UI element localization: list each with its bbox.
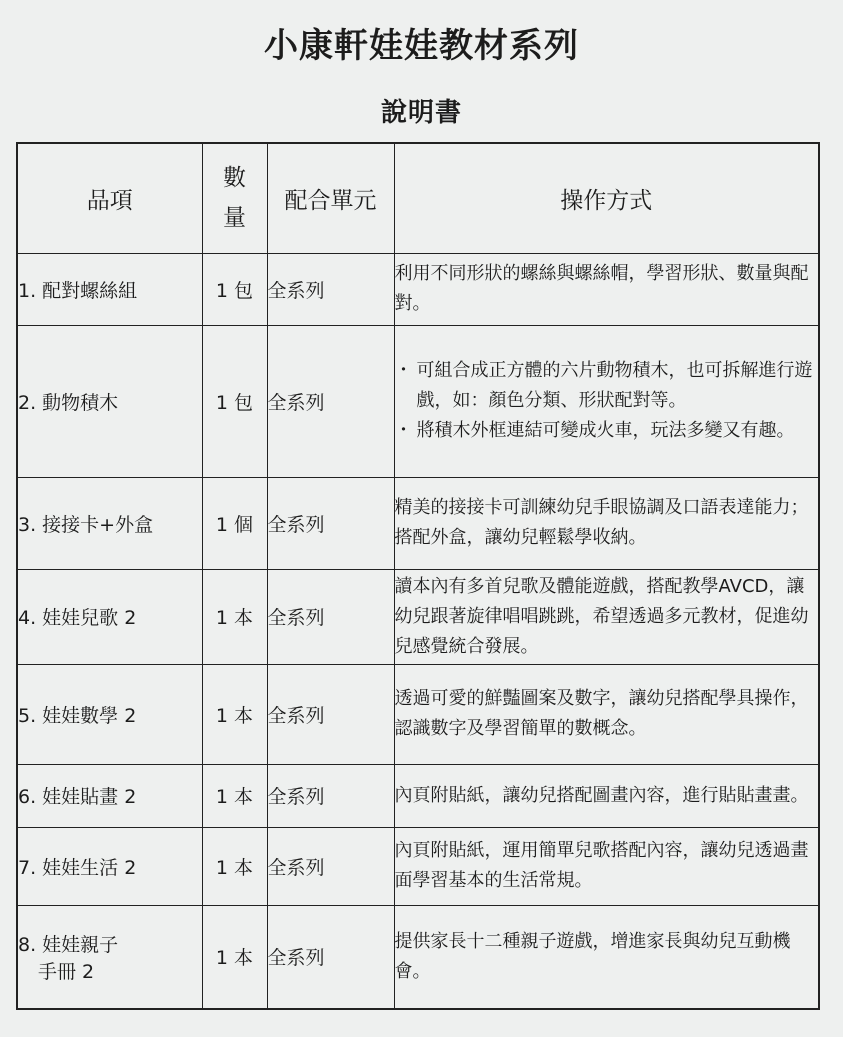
method-cell: 讀本內有多首兒歌及體能遊戲，搭配教學AVCD，讓幼兒跟著旋律唱唱跳跳，希望透過多元教材，促進幼兒感覺統合發展。 xyxy=(394,569,819,664)
table-row xyxy=(17,253,819,325)
table-row xyxy=(17,325,819,477)
item-cell: 3. 接接卡+外盒 xyxy=(17,477,202,569)
item-cell: 7. 娃娃生活 2 xyxy=(17,827,202,905)
unit-cell: 全系列 xyxy=(267,325,394,477)
method-bullet-list xyxy=(395,356,819,446)
method-cell: 提供家長十二種親子遊戲，增進家長與幼兒互動機會。 xyxy=(394,905,819,1009)
quantity-cell: 1 本 xyxy=(202,569,267,664)
table-row xyxy=(17,905,819,1009)
method-bullet: ・ 將積木外框連結可變成火車，玩法多變又有趣。 xyxy=(395,416,819,446)
unit-cell: 全系列 xyxy=(267,827,394,905)
table-row xyxy=(17,569,819,664)
table-header-row xyxy=(17,143,819,253)
table-row xyxy=(17,664,819,764)
method-cell: 利用不同形狀的螺絲與螺絲帽，學習形狀、數量與配對。 xyxy=(394,253,819,325)
item-cell xyxy=(17,905,202,1009)
item-cell: 5. 娃娃數學 2 xyxy=(17,664,202,764)
table-row xyxy=(17,764,819,827)
document-title: 小康軒娃娃教材系列 xyxy=(264,26,579,66)
header-quantity-line1: 數 xyxy=(223,165,246,192)
method-cell: 精美的接接卡可訓練幼兒手眼協調及口語表達能力；搭配外盒，讓幼兒輕鬆學收納。 xyxy=(394,477,819,569)
document-subtitle: 說明書 xyxy=(380,98,462,128)
method-cell: 透過可愛的鮮豔圖案及數字，讓幼兒搭配學具操作，認識數字及學習簡單的數概念。 xyxy=(394,664,819,764)
unit-cell: 全系列 xyxy=(267,569,394,664)
item-cell: 1. 配對螺絲組 xyxy=(17,253,202,325)
header-method: 操作方式 xyxy=(394,143,819,253)
item-cell: 2. 動物積木 xyxy=(17,325,202,477)
header-quantity-line2: 量 xyxy=(223,205,246,232)
quantity-cell: 1 本 xyxy=(202,827,267,905)
quantity-cell: 1 本 xyxy=(202,764,267,827)
unit-cell: 全系列 xyxy=(267,253,394,325)
item-cell-line1: 8. 娃娃親子 xyxy=(18,933,119,956)
header-unit: 配合單元 xyxy=(267,143,394,253)
unit-cell: 全系列 xyxy=(267,764,394,827)
unit-cell: 全系列 xyxy=(267,905,394,1009)
table-row xyxy=(17,827,819,905)
item-cell: 6. 娃娃貼畫 2 xyxy=(17,764,202,827)
method-cell: 內頁附貼紙，運用簡單兒歌搭配內容，讓幼兒透過畫面學習基本的生活常規。 xyxy=(394,827,819,905)
header-item: 品項 xyxy=(17,143,202,253)
header-quantity xyxy=(202,143,267,253)
unit-cell: 全系列 xyxy=(267,664,394,764)
item-cell: 4. 娃娃兒歌 2 xyxy=(17,569,202,664)
manual-table xyxy=(16,142,820,1010)
quantity-cell: 1 包 xyxy=(202,253,267,325)
quantity-cell: 1 個 xyxy=(202,477,267,569)
quantity-cell: 1 本 xyxy=(202,905,267,1009)
item-cell-line2: 手冊 2 xyxy=(38,960,95,983)
method-bullet: ・ 可組合成正方體的六片動物積木，也可拆解進行遊戲，如：顏色分類、形狀配對等。 xyxy=(395,356,819,416)
quantity-cell: 1 包 xyxy=(202,325,267,477)
table-row xyxy=(17,477,819,569)
method-cell: 內頁附貼紙，讓幼兒搭配圖畫內容，進行貼貼畫畫。 xyxy=(394,764,819,827)
quantity-cell: 1 本 xyxy=(202,664,267,764)
method-cell xyxy=(394,325,819,477)
unit-cell: 全系列 xyxy=(267,477,394,569)
